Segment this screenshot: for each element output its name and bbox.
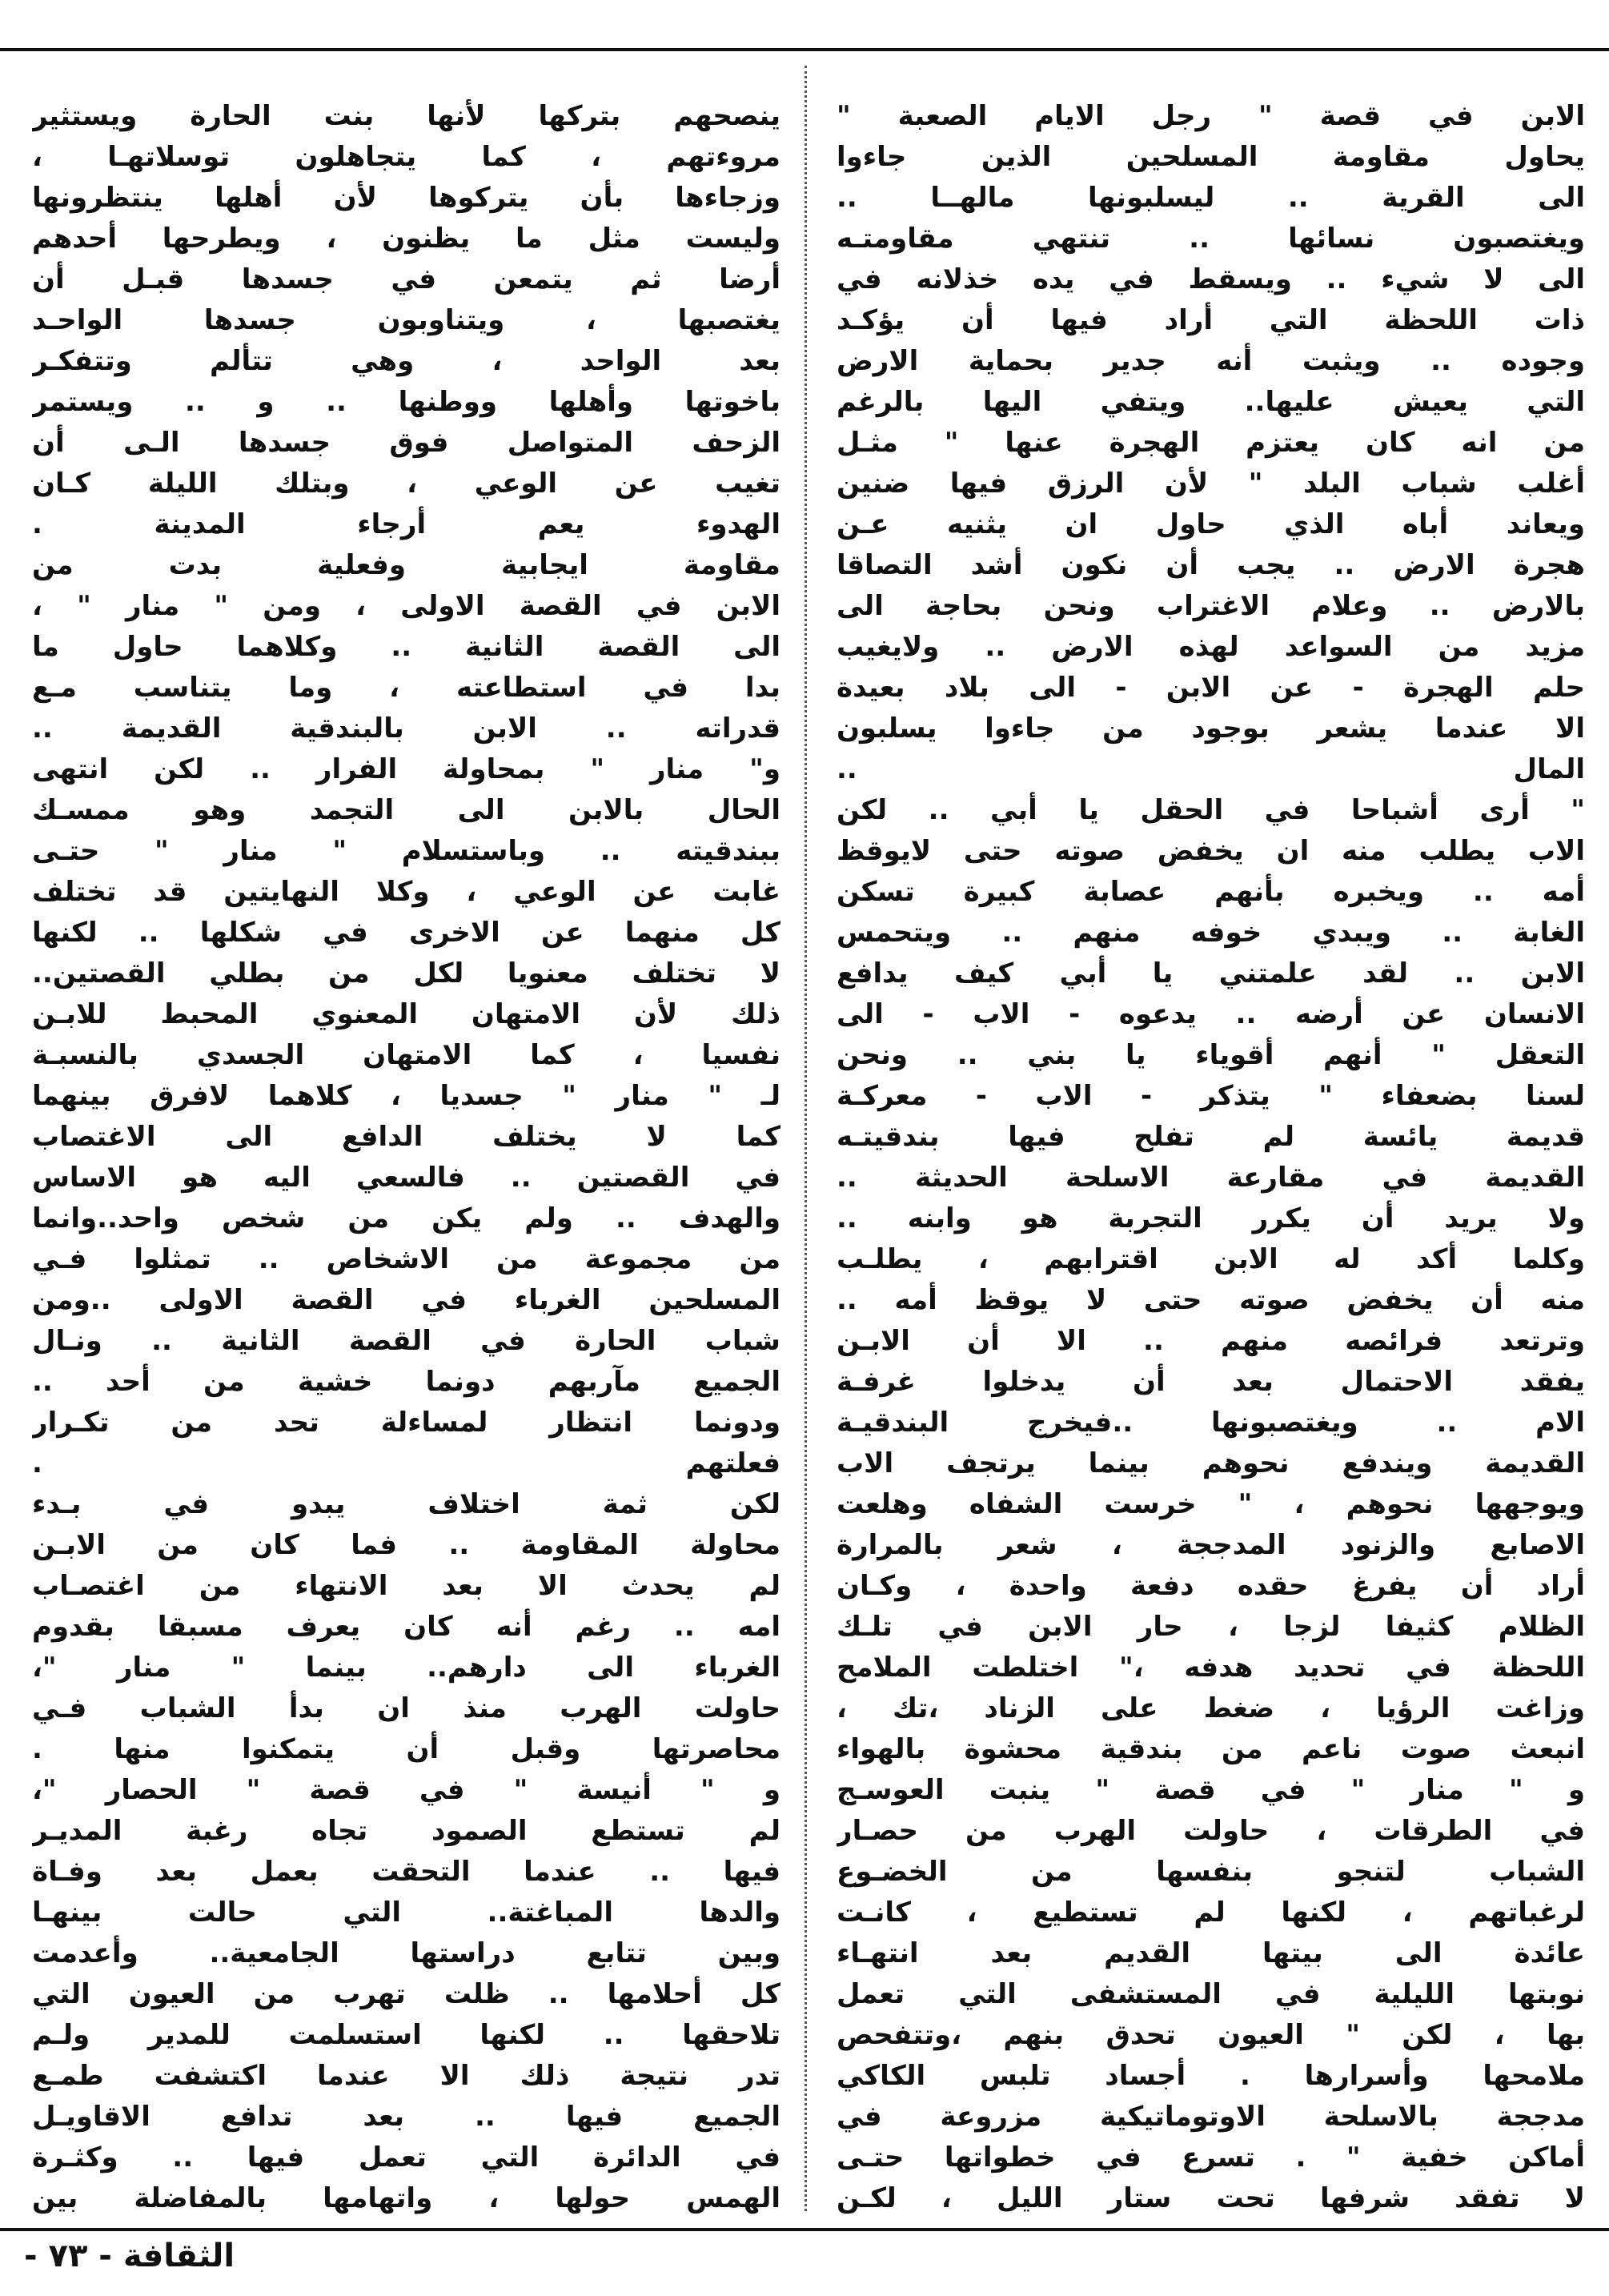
text-line: الهمس حولها ، واتهامها بالمفاضلة بين [32,2182,780,2214]
page-footer-label: الثقافة - ٧٣ - [24,2238,235,2274]
text-line: نفسيا ، كما الامتهان الجسدي بالنسبـة [32,1039,780,1071]
text-line: الهدوء يعم أرجاء المدينة . [32,508,780,540]
text-line: قديمة يائسة لم تفلح فيها بندقيتـه [837,1121,1585,1153]
text-line: عائدة الى بيتها القديم بعد انتهـاء [837,1937,1585,1969]
text-line: بعد الواحد ، وهي تتألم وتتفكـر [32,345,780,377]
text-line: تدر نتيجة ذلك الا عندما اكتشفت طمـع [32,2060,780,2092]
text-line: ملامحها وأسرارها . أجساد تلبس الكاكي [837,2060,1585,2092]
text-line: هجرة الارض .. يجب أن نكون أشد التصاقا [837,549,1585,581]
text-line: اللحظة في تحديد هدفه ،" اختلطت الملامح [837,1652,1585,1684]
text-line: الى القصة الثانية .. وكلاهما حاول ما [32,631,780,663]
text-line: الشباب لتنجو بنفسها من الخضـوع [837,1856,1585,1888]
top-rule [0,48,1609,51]
text-line: الاب يطلب منه ان يخفض صوته حتى لايوقظ [837,835,1585,867]
text-line: أمه .. ويخبره بأنهم عصابة كبيرة تسكن [837,876,1585,908]
text-line: لسنا بضعفاء " يتذكر - الاب - معركـة [837,1080,1585,1112]
text-line: الام .. ويغتصبونها ..فيخرج البندقيـة [837,1407,1585,1439]
text-line: أراد أن يفرغ حقده دفعة واحدة ، وكـان [837,1570,1585,1602]
text-line: لا تختلف معنويا لكل من بطلي القصتين.. [32,957,780,989]
text-line: وزاغت الرؤيا ، ضغط على الزناد ،تك ، [837,1692,1585,1724]
text-line: انبعث صوت ناعم من بندقية محشوة بالهواء [837,1733,1585,1765]
text-line: و " منار " في قصة " ينبت العوسـج [837,1774,1585,1806]
text-line: من انه كان يعتزم الهجرة عنها " مثـل [837,427,1585,459]
text-line: يحاول مقاومة المسلحين الذين جاءوا [837,141,1585,173]
text-line: و" منار " بمحاولة الفرار .. لكن انتهى [32,753,780,785]
text-line: ذلك لأن الامتهان المعنوي المحبط للابـن [32,998,780,1030]
bottom-rule [0,2228,1609,2231]
text-line: التي يعيش عليها.. ويتفي اليها بالرغم [837,386,1585,418]
text-line: في الطرقات ، حاولت الهرب من حصـار [837,1815,1585,1847]
text-line: في الدائرة التي تعمل فيها .. وكثـرة [32,2141,780,2174]
text-line: تغيب عن الوعي ، وبتلك الليلة كـان [32,468,780,500]
text-line: ويغتصبون نسائها .. تنتهي مقاومتـه [837,223,1585,255]
text-line: كما لا يختلف الدافع الى الاغتصاب [32,1121,780,1153]
text-line: ولا يريد أن يكرر التجربة هو وابنه .. [837,1202,1585,1234]
text-line: الغرباء الى دارهم.. بينما " منار "، [32,1652,780,1684]
text-line: الاصابع والزنود المدججة ، شعر بالمرارة [837,1529,1585,1561]
text-line: مروءتهم ، كما يتجاهلون توسلاتهـا ، [32,141,780,173]
text-line: ويوجهها نحوهم ، " خرست الشفاه وهلعت [837,1488,1585,1520]
text-line: ببندقيته .. وباستسلام " منار " حتـى [32,835,780,867]
text-line: الا عندما يشعر بوجود من جاءوا يسلبون [837,712,1585,745]
text-line: وليست مثل ما يظنون ، ويطرحها أحدهم [32,223,780,255]
text-line: وزجاءها بأن يتركوها لأن أهلها ينتظرونها [32,182,780,214]
text-line: الجميع مآربهم دونما خشية من أحد .. [32,1366,780,1398]
text-line: القديمة في مقارعة الاسلحة الحديثة .. [837,1162,1585,1194]
text-line: وجوده .. ويثبت أنه جدير بحماية الارض [837,345,1585,377]
text-line: بها ، لكن " العيون تحدق بنهم ،وتتفحص [837,2019,1585,2051]
text-line: في القصتين .. فالسعي اليه هو الاساس [32,1162,780,1194]
text-line: مدججة بالاسلحة الاوتوماتيكية مزروعة في [837,2101,1585,2133]
text-line: ينصحهم بتركها لأنها بنت الحارة ويستثير [32,100,780,132]
text-line: لـ " منار " جسديا ، كلاهما لافرق بينهما [32,1080,780,1112]
text-line: يفقد الاحتمال بعد أن يدخلوا غرفـة [837,1366,1585,1398]
text-line: يغتصبها ، ويتناوبون جسدها الواحـد [32,304,780,336]
text-line: امه .. رغم أنه كان يعرف مسبقا بقدوم [32,1611,780,1643]
text-line: لم تستطع الصمود تجاه رغبة المديـر [32,1815,780,1847]
text-line: كل أحلامها .. ظلت تهرب من العيون التي [32,1978,780,2010]
text-line: منه أن يخفض صوته حتى لا يوقظ أمه .. [837,1284,1585,1316]
text-line: وترتعد فرائصه منهم .. الا أن الابـن [837,1325,1585,1357]
left-text-column [32,96,780,2218]
text-line: وكلما أكد له الابن اقترابهم ، يطلـب [837,1243,1585,1275]
text-line: و " أنيسة " في قصة " الحصار "، [32,1774,780,1806]
text-line: الى لا شيء .. ويسقط في يده خذلانه في [837,263,1585,295]
text-line: حلم الهجرة - عن الابن - الى بلاد بعيدة [837,672,1585,704]
text-line: القديمة ويندفع نحوهم بينما يرتجف الاب [837,1447,1585,1479]
text-line: قدراته .. الابن بالبندقية القديمة .. [32,712,780,745]
text-line: والهدف .. ولم يكن من شخص واحد..وانما [32,1202,780,1234]
text-line: لا تفقد شرفها تحت ستار الليل ، لكـن [837,2182,1585,2214]
text-line: الابن في قصة " رجل الايام الصعبة " [837,100,1585,132]
text-line: المال .. [837,753,1585,785]
text-line: أغلب شباب البلد " لأن الرزق فيها ضنين [837,468,1585,500]
text-line: التعقل " أنهم أقوياء يا بني .. ونحن [837,1039,1585,1071]
text-line: محاولة المقاومة .. فما كان من الابـن [32,1529,780,1561]
text-line: لرغباتهم ، لكنها لم تستطيع ، كانـت [837,1897,1585,1929]
text-line: لم يحدث الا بعد الانتهاء من اغتصـاب [32,1570,780,1602]
right-text-column [837,96,1585,2218]
text-line: " أرى أشباحا في الحقل يا أبي .. لكن [837,794,1585,826]
text-line: المسلحين الغرباء في القصة الاولى ..ومن [32,1284,780,1316]
text-line: الى القرية .. ليسلبونها مالهــا .. [837,182,1585,214]
text-line: والدها المباغتة.. التي حالت بينهـا [32,1897,780,1929]
text-line: ويعاند أباه الذي حاول ان يثنيه عـن [837,508,1585,540]
text-line: الابن .. لقد علمتني يا أبي كيف يدافع [837,957,1585,989]
text-line: الابن في القصة الاولى ، ومن " منار " ، [32,590,780,622]
text-line: بدا في استطاعته ، وما يتناسب مـع [32,672,780,704]
text-line: مقاومة ايجابية وفعلية بدت من [32,549,780,581]
text-line: حاولت الهرب منذ ان بدأ الشباب فـي [32,1692,780,1724]
text-line: تلاحقها .. لكنها استسلمت للمدير ولـم [32,2019,780,2051]
text-line: شباب الحارة في القصة الثانية .. ونـال [32,1325,780,1357]
text-line: بالارض .. وعلام الاغتراب ونحن بحاجة الى [837,590,1585,622]
text-line: الجميع فيها .. بعد تدافع الاقاويـل [32,2101,780,2133]
text-line: باخوتها وأهلها ووطنها .. و .. ويستمر [32,386,780,418]
text-line: أرضا ثم يتمعن في جسدها قبـل أن [32,263,780,295]
column-divider [804,66,807,2211]
text-line: الغابة .. ويبدي خوفه منهم .. ويتحمس [837,917,1585,949]
text-line: كل منهما عن الاخرى في شكلها .. لكنها [32,917,780,949]
text-line: أماكن خفية " . تسرع في خطواتها حتـى [837,2141,1585,2174]
text-line: الزحف المتواصل فوق جسدها الـى أن [32,427,780,459]
text-line: الانسان عن أرضه .. يدعوه - الاب - الى [837,998,1585,1030]
text-line: لكن ثمة اختلاف يبدو في بـدء [32,1488,780,1520]
text-line: وبين تتابع دراستها الجامعية.. وأعدمت [32,1937,780,1969]
text-line: من مجموعة من الاشخاص .. تمثلوا فـي [32,1243,780,1275]
text-line: مزيد من السواعد لهذه الارض .. ولايغيب [837,631,1585,663]
text-line: الحال بالابن الى التجمد وهو ممسـك [32,794,780,826]
text-line: فيها .. عندما التحقت بعمل بعد وفـاة [32,1856,780,1888]
text-line: محاصرتها وقبل أن يتمكنوا منها . [32,1733,780,1765]
text-line: غابت عن الوعي ، وكلا النهايتين قد تختلف [32,876,780,908]
text-line: ذات اللحظة التي أراد فيها أن يؤكـد [837,304,1585,336]
text-line: ودونما انتظار لمساءلة تحد من تكـرار [32,1407,780,1439]
text-line: فعلتهم . [32,1447,780,1479]
text-line: الظلام كثيفا لزجا ، حار الابن في تلـك [837,1611,1585,1643]
text-line: نوبتها الليلية في المستشفى التي تعمل [837,1978,1585,2010]
